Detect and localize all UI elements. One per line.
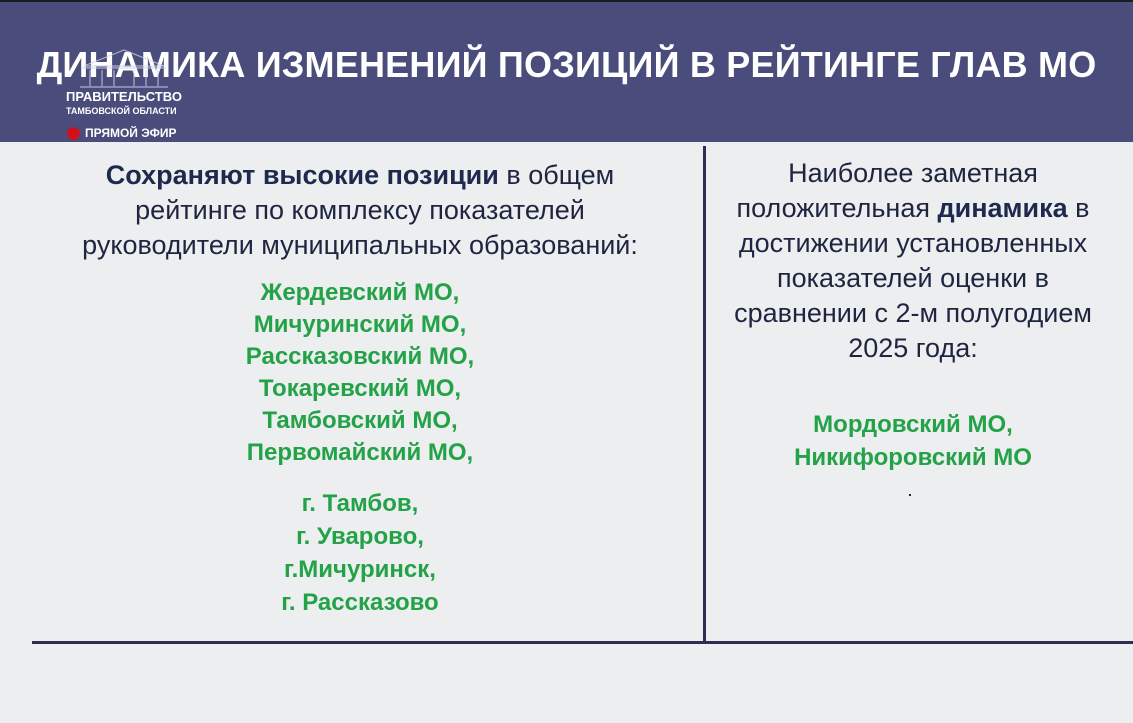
right-intro-line1: Наиболее заметная (788, 158, 1038, 188)
live-badge (67, 126, 177, 140)
left-column (40, 158, 680, 619)
left-intro (40, 158, 680, 263)
right-intro-line3: достижении установленных (738, 228, 1088, 258)
stray-dot (909, 494, 911, 496)
right-intro-line2 (708, 191, 1118, 226)
right-intro (708, 156, 1118, 366)
logo-subtitle: ТАМБОВСКОЙ ОБЛАСТИ (66, 106, 177, 116)
left-intro-line3: руководители муниципальных образований: (82, 230, 638, 260)
list-item: г. Тамбов, (301, 490, 419, 517)
right-column (708, 156, 1118, 474)
building-emblem-icon (74, 46, 174, 90)
list-item: г. Уварово, (296, 523, 424, 550)
list-item: Жердевский МО, (260, 279, 460, 306)
list-item: Мичуринский МО, (253, 311, 467, 338)
list-item: Мордовский МО, (813, 411, 1013, 438)
left-intro-line1 (40, 158, 680, 193)
right-intro-line4: показателей оценки в (777, 263, 1049, 293)
list-item: Рассказовский МО, (245, 343, 475, 370)
logo-title: ПРАВИТЕЛЬСТВО (66, 89, 182, 104)
left-intro-rest: в общем (498, 160, 615, 190)
live-dot-icon (67, 127, 80, 140)
page-title: ДИНАМИКА ИЗМЕНЕНИЙ ПОЗИЦИЙ В РЕЙТИНГЕ ГЛАВ МО (36, 44, 1097, 85)
list-item: Токаревский МО, (258, 375, 462, 402)
list-item: г. Рассказово (281, 589, 439, 616)
header-bar (0, 2, 1133, 142)
right-intro-bold: динамика (937, 193, 1068, 223)
bottom-divider (32, 641, 1133, 644)
live-label: ПРЯМОЙ ЭФИР (85, 126, 177, 140)
column-divider (703, 146, 706, 642)
mo-list (40, 277, 680, 469)
list-item: Тамбовский МО, (262, 407, 458, 434)
list-item: Первомайский МО, (246, 439, 474, 466)
city-list (40, 487, 680, 619)
right-intro-line5: сравнении с 2-м полугодием (734, 298, 1092, 328)
list-item: Никифоровский МО (794, 444, 1032, 471)
list-item: г.Мичуринск, (284, 556, 436, 583)
government-logo (60, 46, 190, 116)
right-mo-list (708, 408, 1118, 474)
right-intro-line2-pre: положительная (736, 193, 938, 223)
left-intro-line2: рейтинге по комплексу показателей (135, 195, 585, 225)
right-intro-line2-post: в (1067, 193, 1090, 223)
left-intro-bold: Сохраняют высокие позиции (105, 160, 499, 190)
right-intro-line6: 2025 года: (848, 333, 978, 363)
